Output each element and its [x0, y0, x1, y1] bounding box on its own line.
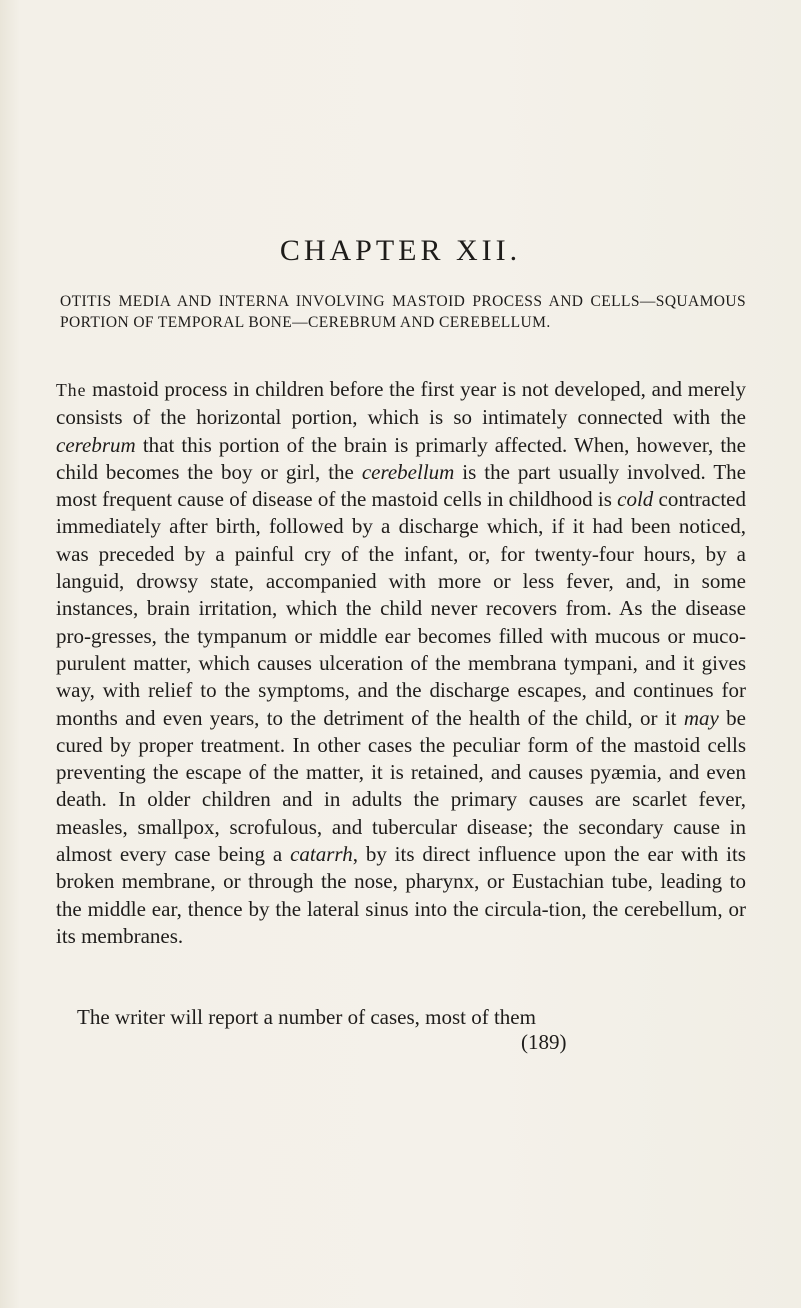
paragraph-text-5: be cured by proper treatment. In other cases the peculiar form of the mastoid cells preventing the escape of the matter, it is retained, and causes pyæmia, and even death. In older children and in adults the primary causes are scarlet fever, measles, smallpox, scrofulous, and tubercular disease; the secondary cause in almost every case being a: [56, 705, 746, 867]
paragraph-text-1: mastoid process in children before the first year is not developed, and merely consists of the horizontal portion, which is so intimately connected with the: [56, 377, 746, 430]
paragraph-text-4: contracted immediately after birth, followed by a discharge which, if it had been noticed, was preceded by a painful cry of the infant, or, for twenty-four hours, by a languid, drowsy state, accompanied with more or less fever, and, in some instances, brain irritation, which the child never recovers from. As the disease pro-gresses, the tympanum or middle ear becomes filled with mucous or muco-purulent matter, which causes ulceration of the membrana tympani, and it gives way, with relief to the symptoms, and the discharge escapes, and continues for months and even years, to the detriment of the health of the child, or it: [56, 487, 746, 730]
italic-term-catarrh: catarrh: [290, 842, 353, 867]
paragraph-text-2: that this portion of the brain is primarly affected. When, however, the child becomes the boy or girl, the: [56, 432, 746, 484]
italic-term-cerebellum: cerebellum: [361, 459, 455, 484]
italic-term-cold: cold: [617, 487, 654, 512]
chapter-title: CHAPTER XII.: [279, 234, 522, 267]
paragraph-lead-word: The: [56, 380, 87, 400]
continuation-line: The writer will report a number of cases, most of them: [77, 1005, 536, 1029]
italic-term-may: may: [683, 705, 719, 730]
body-paragraph: [56, 376, 746, 950]
italic-term-cerebrum: cerebrum: [56, 432, 136, 457]
paragraph-text-6: , by its direct influence upon the ear with its broken membrane, or through the nose, pharynx, or Eustachian tube, leading to the middle ear, thence by the lateral sinus into the circula-tion, the cerebellum, or its membranes.: [56, 842, 746, 948]
chapter-subtitle: OTITIS MEDIA AND INTERNA INVOLVING MASTOID PROCESS AND CELLS—SQUAMOUS PORTION OF TEMPORAL BONE—CEREBRUM AND CEREBELLUM.: [60, 293, 746, 331]
paragraph-text-3: is the part usually involved. The most frequent cause of disease of the mastoid cells in childhood is: [56, 459, 746, 512]
page-number: (189): [521, 1030, 567, 1054]
